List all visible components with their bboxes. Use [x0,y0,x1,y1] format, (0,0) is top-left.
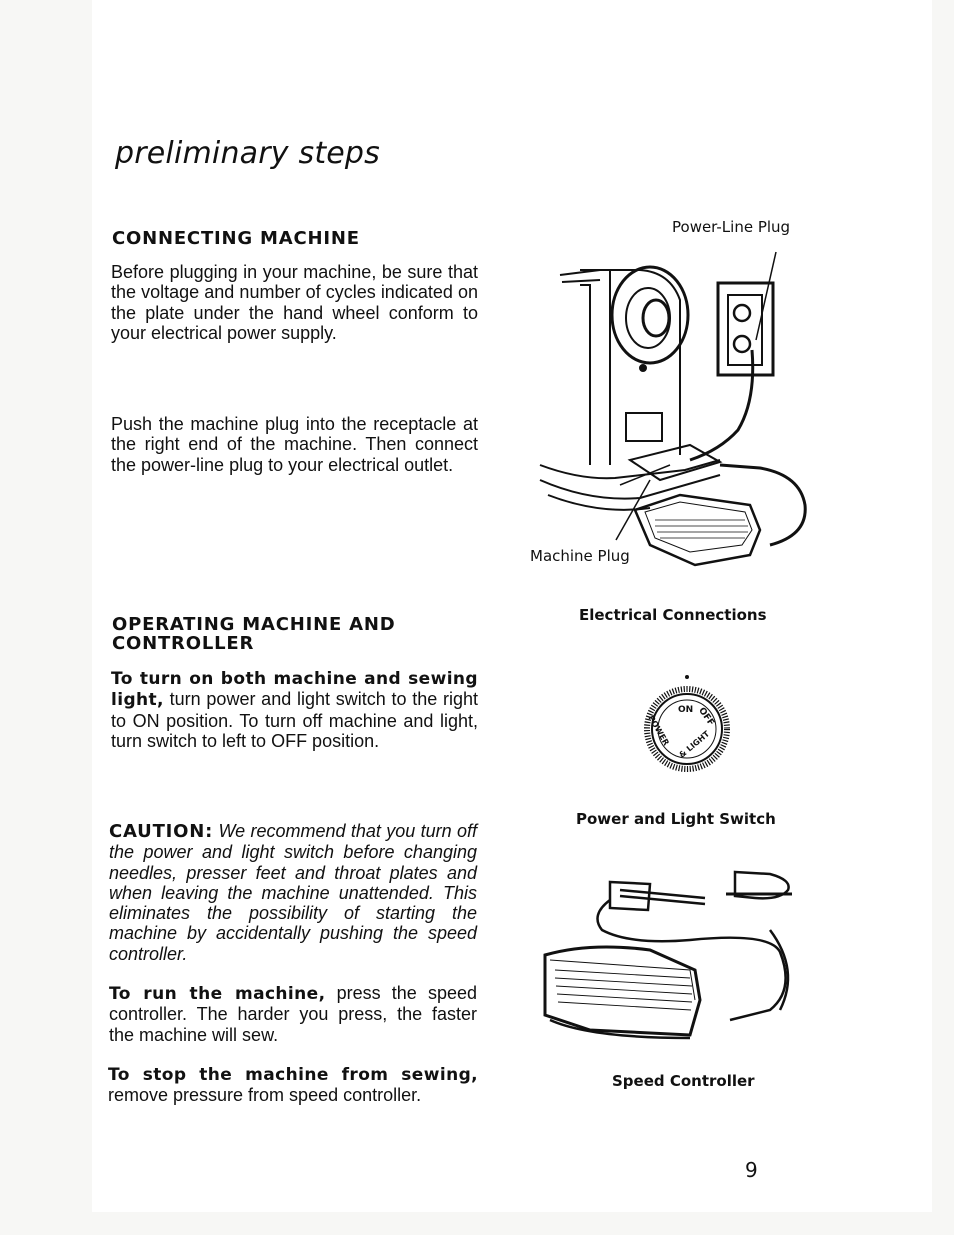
electrical-connections-illustration [520,240,820,570]
run-paragraph [109,983,477,1045]
switch-power-label: POWER [646,713,671,748]
run-lead: To run the machine, [109,984,326,1004]
caution-text: We recommend that you turn off the power and light switch before changing needles, presser feet and throat plates and when leaving the machine unattended. This eliminates the possibility of starting the machine by accidentally pushing the speed controller. [109,821,477,964]
run-text: press the speed controller. The harder you press, the faster the machine will sew. [109,983,477,1045]
operating-heading: OPERATING MACHINE AND CONTROLLER [112,614,396,654]
machine-plug-label: Machine Plug [530,547,630,565]
page-title: preliminary steps [115,136,381,171]
connecting-heading: CONNECTING MACHINE [112,228,360,249]
caution-paragraph [109,821,477,964]
stop-paragraph [108,1064,478,1106]
turn-on-text: turn power and light switch to the right to ON position. To turn off machine and light, turn switch to left to OFF position. [111,689,478,751]
caution-label: CAUTION: [109,821,214,842]
electrical-connections-caption: Electrical Connections [579,606,767,624]
connecting-paragraph-2: Push the machine plug into the receptacle at the right end of the machine. Then connect the power-line plug to your electrical outlet. [111,414,478,475]
speed-controller-illustration [530,860,800,1040]
speed-controller-caption: Speed Controller [612,1072,755,1090]
switch-light-label: & LIGHT [677,729,712,760]
switch-off-label: OFF [696,705,716,729]
stop-text: remove pressure from speed controller. [108,1085,422,1106]
connecting-paragraph-1: Before plugging in your machine, be sure that the voltage and number of cycles indicated on the plate under the hand wheel conform to your electrical power supply. [111,262,478,343]
switch-on-label: ON [678,705,694,715]
page-number: 9 [745,1158,758,1182]
power-line-plug-label: Power-Line Plug [672,218,791,236]
stop-lead: To stop the machine from sewing, [108,1065,478,1085]
turn-on-paragraph [111,668,478,751]
turn-on-lead: To turn on both machine and sewing light, [111,669,478,711]
switch-caption: Power and Light Switch [576,810,776,828]
